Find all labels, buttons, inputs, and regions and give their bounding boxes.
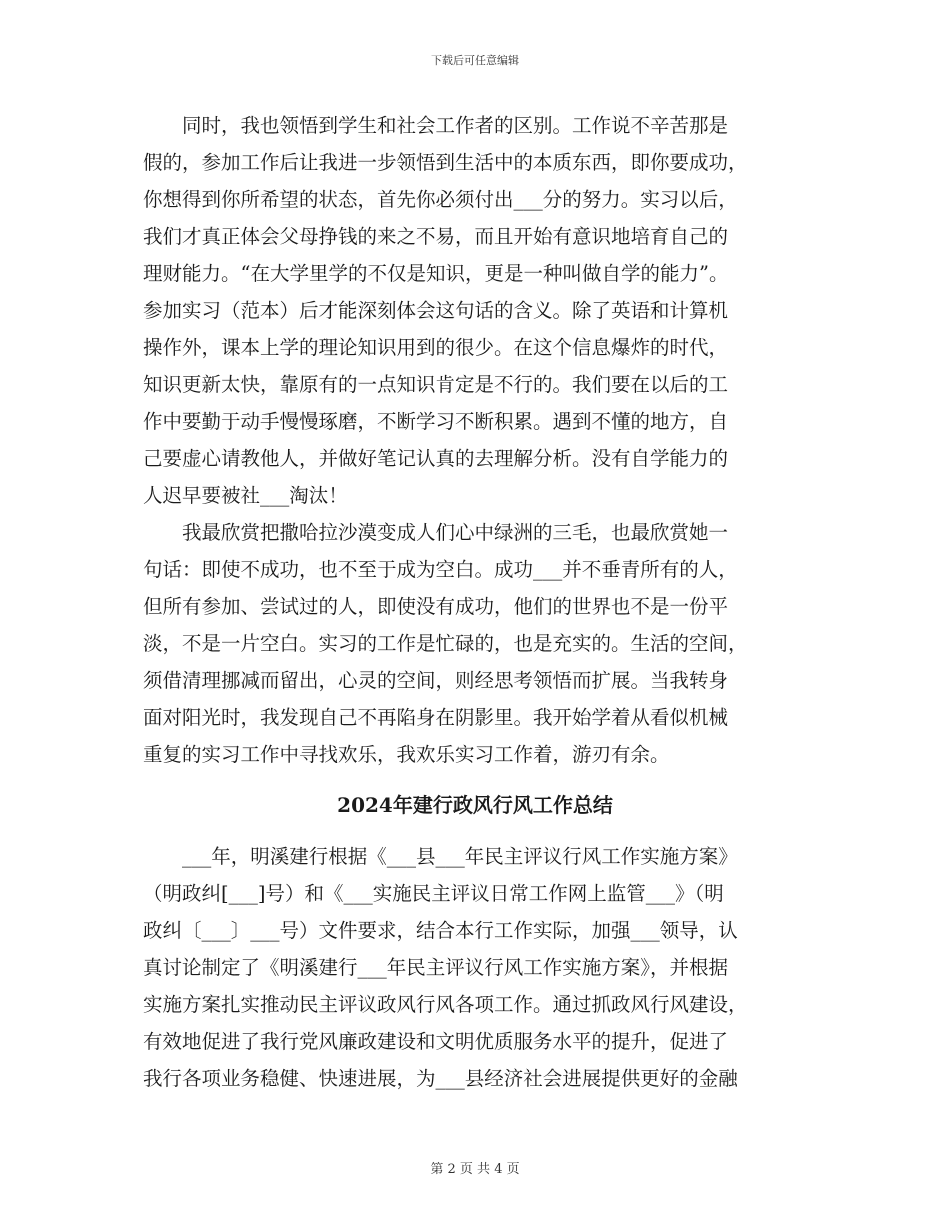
text-line: （明政纠[___]号）和《___实施民主评议日常工作网上监管___》（明 [143,882,724,905]
article-title: 2024年建行政风行风工作总结 [337,793,613,817]
text-line: 我行各项业务稳健、快速进展，为___县经济社会进展提供更好的金融 [143,1067,738,1090]
text-line: ___年，明溪建行根据《___县___年民主评议行风工作实施方案》 [143,845,738,868]
text-line: 重复的实习工作中寻找欢乐，我欢乐实习工作着，游刃有余。 [143,743,670,766]
text-line: 理财能力。“在大学里学的不仅是知识，更是一种叫做自学的能力”。 [143,262,729,285]
text-line: 我最欣赏把撒哈拉沙漠变成人们心中绿洲的三毛，也最欣赏她一 [143,521,729,544]
text-line: 实施方案扎实推动民主评议政风行风各项工作。通过抓政风行风建设， [143,993,748,1016]
text-line: 须借清理挪减而留出，心灵的空间，则经思考领悟而扩展。当我转身 [143,669,729,692]
text-line: 己要虚心请教他人，并做好笔记认真的去理解分析。没有自学能力的 [143,447,729,470]
text-line: 人迟早要被社___淘汰！ [143,484,348,507]
text-line: 作中要勤于动手慢慢琢磨，不断学习不断积累。遇到不懂的地方，自 [143,410,729,433]
text-line: 参加实习（范本）后才能深刻体会这句话的含义。除了英语和计算机 [143,299,729,322]
text-line: 真讨论制定了《明溪建行___年民主评议行风工作实施方案》，并根据 [143,956,729,979]
text-line: 操作外，课本上学的理论知识用到的很少。在这个信息爆炸的时代， [143,336,729,359]
text-line: 有效地促进了我行党风廉政建设和文明优质服务水平的提升，促进了 [143,1030,729,1053]
text-line: 面对阳光时，我发现自己不再陷身在阴影里。我开始学着从看似机械 [143,706,729,729]
page-number-footer: 第 2 页 共 4 页 [430,1162,520,1177]
text-line: 你想得到你所希望的状态，首先你必须付出___分的努力。实习以后， [143,188,738,211]
text-line: 句话：即使不成功，也不至于成为空白。成功___并不垂青所有的人， [143,558,738,581]
text-line: 政纠〔___〕___号）文件要求，结合本行工作实际，加强___领导，认 [143,919,738,942]
page-header-note: 下载后可任意编辑 [431,54,519,67]
text-line: 知识更新太快，靠原有的一点知识肯定是不行的。我们要在以后的工 [143,373,729,396]
text-line: 同时，我也领悟到学生和社会工作者的区别。工作说不辛苦那是 [143,114,729,137]
text-line: 假的，参加工作后让我进一步领悟到生活中的本质东西，即你要成功， [143,151,748,174]
text-line: 但所有参加、尝试过的人，即使没有成功，他们的世界也不是一份平 [143,595,729,618]
text-line: 我们才真正体会父母挣钱的来之不易，而且开始有意识地培育自己的 [143,225,729,248]
text-line: 淡，不是一片空白。实习的工作是忙碌的，也是充实的。生活的空间， [143,632,748,655]
